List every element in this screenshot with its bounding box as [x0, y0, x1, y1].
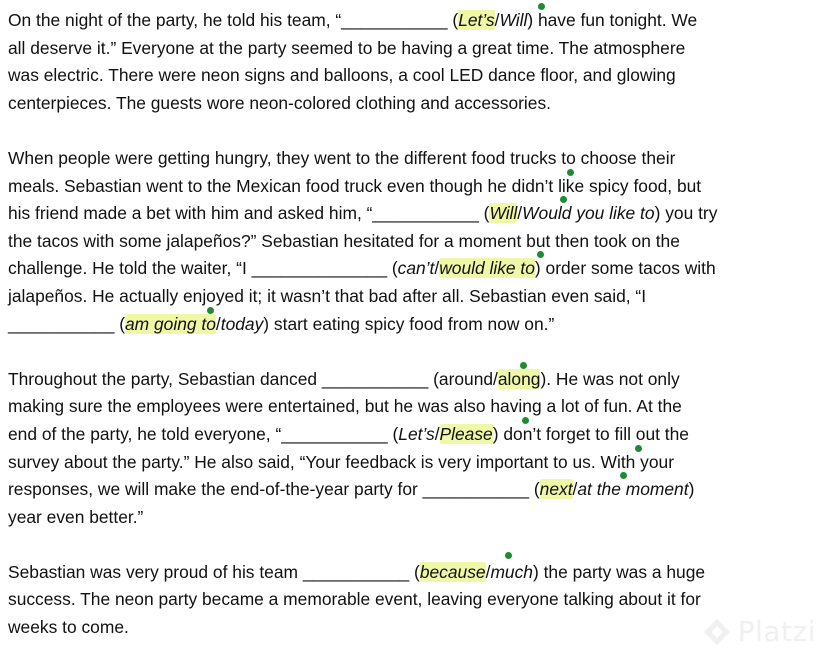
text-line [8, 476, 820, 504]
text-run: ___________ ( [8, 313, 126, 334]
annotation-dot [635, 445, 642, 452]
worksheet-text [8, 7, 820, 642]
annotation-dot [538, 3, 545, 10]
text-line [8, 586, 820, 614]
text-run: year even better.” [8, 506, 144, 527]
annotation-dot [505, 552, 512, 559]
paragraph [8, 145, 820, 338]
highlighted-answer: because [419, 561, 486, 582]
platzi-watermark [702, 615, 816, 648]
text-line [8, 393, 820, 421]
text-run: ) have fun tonight. We [527, 10, 698, 30]
paragraph-spacer [8, 117, 820, 145]
text-run: ) you try [654, 203, 718, 224]
option-text: today [220, 313, 264, 334]
text-line [8, 173, 820, 201]
option-text: can’t [397, 258, 435, 279]
text-run: the tacos with some jalapeños?” Sebastian hesitated for a moment but then took on the [8, 230, 680, 251]
text-line [8, 559, 820, 587]
text-line [8, 614, 820, 642]
text-run: jalapeños. He actually enjoyed it; it wasn’t that bad after all. Sebastian even said, “I [8, 285, 647, 306]
highlighted-answer: next [539, 479, 573, 500]
text-line [8, 35, 820, 63]
text-run: all deserve it.” Everyone at the party seemed to be having a great time. The atmosphere [8, 37, 686, 58]
option-text: Would you like to [522, 203, 655, 224]
text-line [8, 7, 820, 35]
option-text: Let’s [398, 423, 435, 444]
text-run: end of the party, he told everyone, “___________ ( [8, 423, 399, 444]
text-run: weeks to come. [8, 617, 129, 638]
text-run: When people were getting hungry, they went to the different food trucks to choose their [8, 147, 676, 168]
option-text: Will [499, 10, 528, 30]
text-line [8, 366, 820, 394]
highlighted-answer: Will [489, 203, 518, 224]
text-line [8, 62, 820, 90]
annotation-dot [207, 307, 214, 314]
text-line [8, 449, 820, 477]
text-run: ) [688, 479, 695, 500]
paragraph [8, 559, 820, 642]
highlighted-answer: would like to [439, 258, 535, 279]
text-run: ). He was not only [540, 368, 680, 389]
text-line [8, 90, 820, 118]
text-run: On the night of the party, he told his team, “___________ ( [8, 10, 459, 30]
text-line [8, 504, 820, 532]
annotation-dot [520, 362, 527, 369]
text-run: / [485, 561, 491, 582]
platzi-logo-icon [702, 617, 732, 647]
text-run: / [434, 258, 440, 279]
paragraph-spacer [8, 531, 820, 559]
text-run: Throughout the party, Sebastian danced ___________ (around/ [8, 368, 498, 389]
option-text: much [490, 561, 533, 582]
text-run: / [572, 479, 578, 500]
text-run: / [434, 423, 440, 444]
highlighted-answer: Please [439, 423, 493, 444]
paragraph [8, 7, 820, 117]
annotation-dot [522, 417, 529, 424]
paragraph-spacer [8, 338, 820, 366]
text-line [8, 421, 820, 449]
text-line [8, 311, 820, 339]
text-run: meals. Sebastian went to the Mexican food truck even though he didn’t like spicy food, but [8, 175, 702, 196]
text-run: Sebastian was very proud of his team ___________ ( [8, 561, 420, 582]
highlighted-answer: Let’s [458, 10, 495, 30]
text-run: was electric. There were neon signs and balloons, a cool LED dance floor, and glowing [8, 65, 676, 86]
text-line [8, 255, 820, 283]
text-line [8, 200, 820, 228]
text-run: survey about the party.” He also said, “Your feedback is very important to us. With your [8, 451, 674, 472]
text-run: challenge. He told the waiter, “I ______________ ( [8, 258, 398, 279]
text-run: making sure the employees were entertained, but he was also having a lot of fun. At the [8, 396, 682, 417]
text-run: centerpieces. The guests wore neon-colored clothing and accessories. [8, 92, 551, 113]
text-run: / [517, 203, 523, 224]
text-line [8, 228, 820, 256]
annotation-dot [567, 169, 574, 176]
text-run: ) start eating spicy food from now on.” [263, 313, 555, 334]
text-line [8, 283, 820, 311]
highlighted-answer: am going to [125, 313, 216, 334]
highlighted-answer: along [497, 368, 541, 389]
text-run: responses, we will make the end-of-the-year party for ___________ ( [8, 479, 540, 500]
text-run: / [494, 10, 500, 30]
watermark-label: Platzi [737, 615, 816, 648]
paragraph [8, 366, 820, 532]
text-run: success. The neon party became a memorable event, leaving everyone talking about it for [8, 589, 701, 610]
text-run: ) order some tacos with [534, 258, 716, 279]
text-run: ) the party was a huge [532, 561, 706, 582]
text-run: / [215, 313, 221, 334]
text-line [8, 145, 820, 173]
option-text: at the moment [577, 479, 689, 500]
text-run: his friend made a bet with him and asked him, “___________ ( [8, 203, 490, 224]
text-run: ) don’t forget to fill out the [492, 423, 689, 444]
